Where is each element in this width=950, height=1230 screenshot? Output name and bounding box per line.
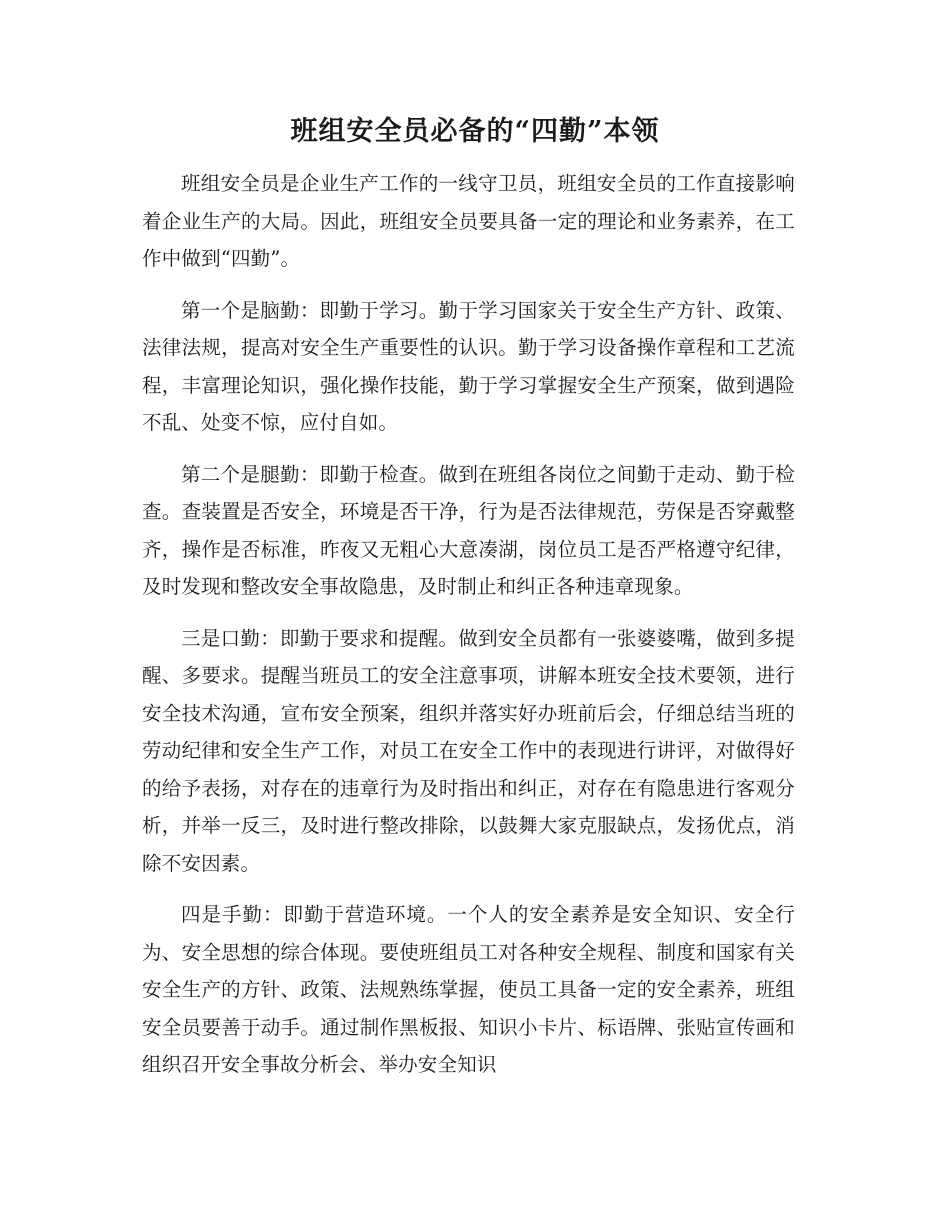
document-title: 班组安全员必备的“四勤”本领 (290, 116, 660, 147)
document-body (142, 165, 795, 1098)
paragraph-intro: 班组安全员是企业生产工作的一线守卫员，班组安全员的工作直接影响着企业生产的大局。因此，班组安全员要具备一定的理论和业务素养，在工作中做到“四勤”。 (142, 172, 795, 270)
paragraph-mouth-diligence: 三是口勤：即勤于要求和提醒。做到安全员都有一张婆婆嘴，做到多提醒、多要求。提醒当班员工的安全注意事项，讲解本班安全技术要领，进行安全技术沟通，宣布安全预案，组织并落实好办班前后会，仔细总结当班的劳动纪律和安全生产工作，对员工在安全工作中的表现进行讲评，对做得好的给予表扬，对存在的违章行为及时指出和纠正，对存在有隐患进行客观分析，并举一反三，及时进行整改排除，以鼓舞大家克服缺点，发扬优点，消除不安因素。 (142, 626, 795, 875)
paragraph-hand-diligence: 四是手勤：即勤于营造环境。一个人的安全素养是安全知识、安全行为、安全思想的综合体现。要使班组员工对各种安全规程、制度和国家有关安全生产的方针、政策、法规熟练掌握，使员工具备一定的安全素养，班组安全员要善于动手。通过制作黑板报、知识小卡片、标语牌、张贴宣传画和组织召开安全事故分析会、举办安全知识 (142, 903, 795, 1076)
paragraph-leg-diligence: 第二个是腿勤：即勤于检查。做到在班组各岗位之间勤于走动、勤于检查。查装置是否安全，环境是否干净，行为是否法律规范，劳保是否穿戴整齐，操作是否标准，昨夜又无粗心大意凑湖，岗位员工是否严格遵守纪律，及时发现和整改安全事故隐患，及时制止和纠正各种违章现象。 (142, 462, 795, 598)
paragraph-brain-diligence: 第一个是脑勤：即勤于学习。勤于学习国家关于安全生产方针、政策、法律法规，提高对安全生产重要性的认识。勤于学习设备操作章程和工艺流程，丰富理论知识，强化操作技能，勤于学习掌握安全生产预案，做到遇险不乱、处变不惊，应付自如。 (142, 298, 795, 434)
